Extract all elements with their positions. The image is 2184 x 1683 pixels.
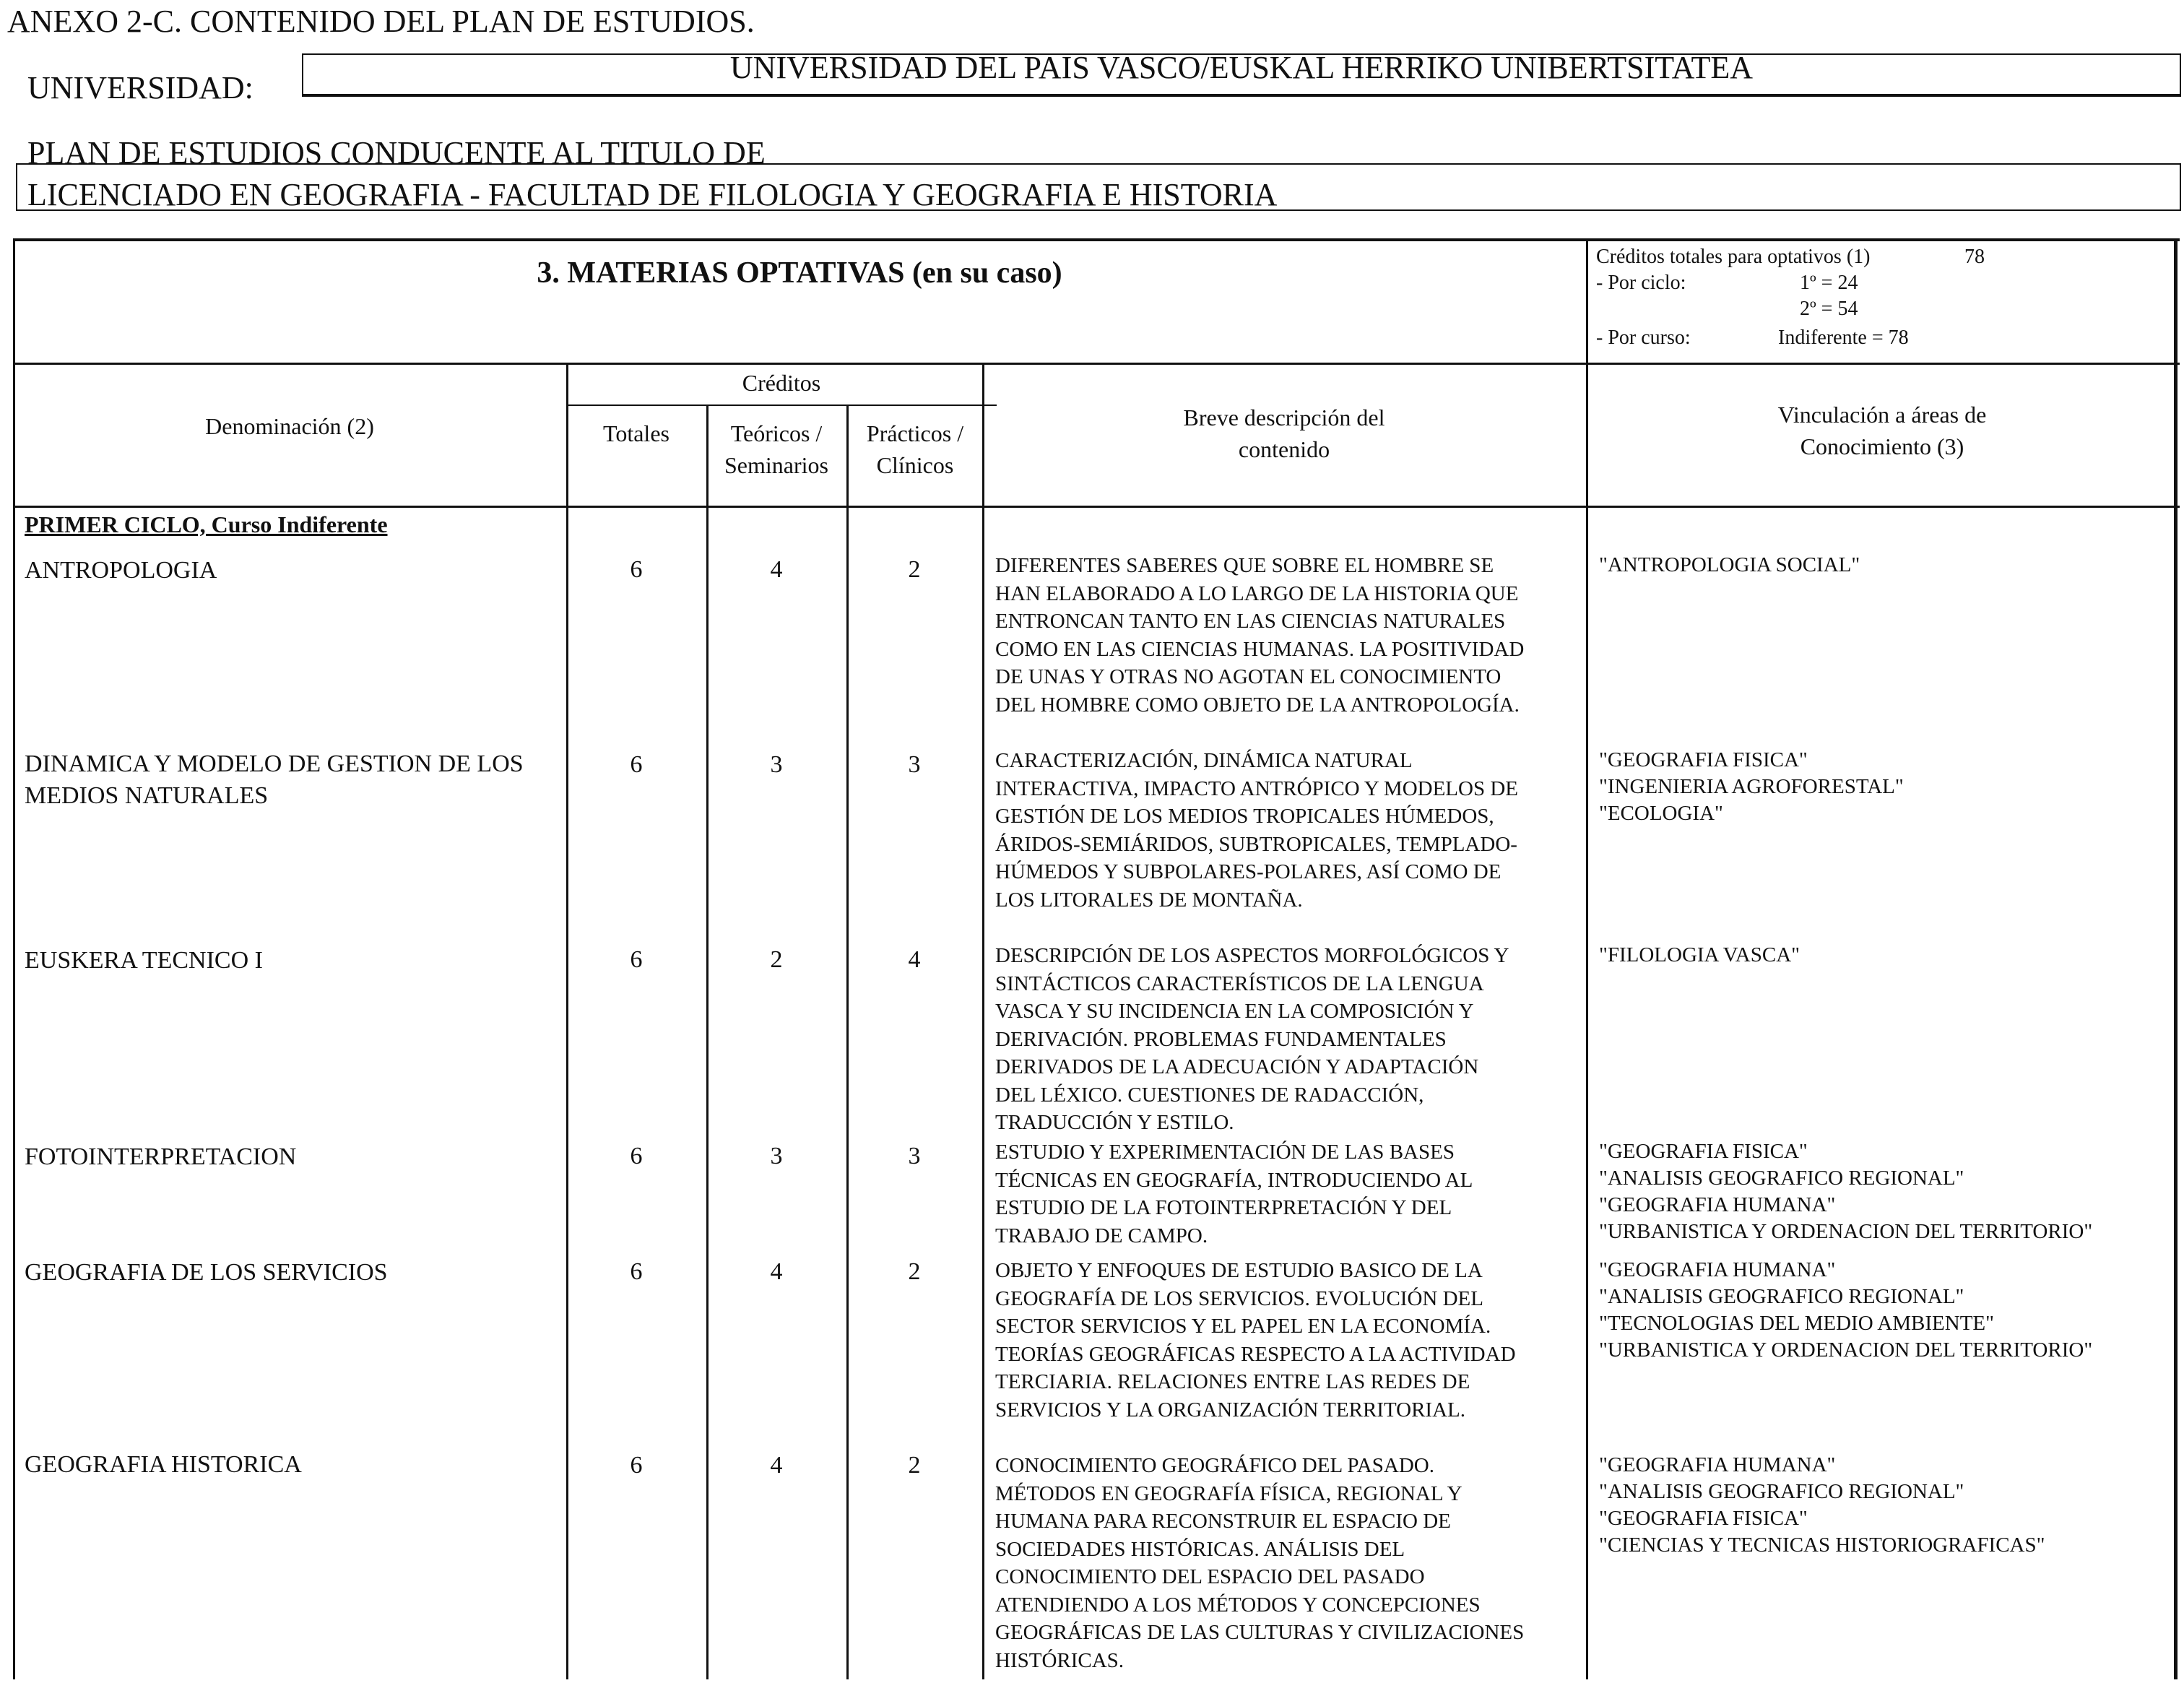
optativas-table	[13, 238, 2180, 1679]
row-teoricos: 4	[770, 1258, 783, 1285]
area-line: "GEOGRAFIA FISICA"	[1599, 748, 1808, 771]
description-line: ESTUDIO Y EXPERIMENTACIÓN DE LAS BASES	[995, 1141, 1455, 1164]
row-areas	[1599, 552, 1860, 579]
column-header-teoricos	[706, 417, 846, 481]
column-header-vinculacion-line2: Conocimiento (3)	[1800, 433, 1964, 459]
row-name	[25, 1141, 296, 1173]
row-practicos: 2	[908, 1258, 921, 1285]
area-line: "GEOGRAFIA HUMANA"	[1599, 1453, 1836, 1476]
row-description	[995, 552, 1524, 719]
row-practicos: 4	[908, 946, 921, 973]
description-line: MÉTODOS EN GEOGRAFÍA FÍSICA, REGIONAL Y	[995, 1481, 1462, 1505]
area-line: "CIENCIAS Y TECNICAS HISTORIOGRAFICAS"	[1599, 1533, 2045, 1557]
row-teoricos: 3	[770, 1143, 783, 1169]
description-line: ENTRONCAN TANTO EN LAS CIENCIAS NATURALES	[995, 610, 1506, 633]
row-name-line: MEDIOS NATURALES	[25, 782, 269, 809]
area-line: "GEOGRAFIA FISICA"	[1599, 1507, 1808, 1530]
column-header-teoricos-line2: Seminarios	[724, 452, 828, 478]
description-line: HAN ELABORADO A LO LARGO DE LA HISTORIA QUE	[995, 581, 1519, 605]
row-areas	[1599, 1138, 2092, 1245]
column-header-vinculacion-line1: Vinculación a áreas de	[1777, 402, 1987, 428]
column-header-practicos-line1: Prácticos /	[866, 420, 964, 446]
university-field	[302, 50, 2181, 97]
credits-course-label: - Por curso:	[1596, 326, 1691, 349]
description-line: CONOCIMIENTO GEOGRÁFICO DEL PASADO.	[995, 1454, 1434, 1477]
column-header-denominacion: Denominación (2)	[205, 413, 374, 439]
credits-course-value: Indiferente = 78	[1778, 326, 1909, 349]
description-line: HÚMEDOS Y SUBPOLARES-POLARES, ASÍ COMO DE	[995, 860, 1502, 883]
description-line: SINTÁCTICOS CARACTERÍSTICOS DE LA LENGUA	[995, 972, 1484, 995]
description-line: DEL HOMBRE COMO OBJETO DE LA ANTROPOLOGÍA.	[995, 693, 1520, 717]
row-description	[995, 1257, 1516, 1424]
description-line: GEOGRAFÍA DE LOS SERVICIOS. EVOLUCIÓN DEL	[995, 1286, 1483, 1310]
credits-cycle-2: 2º = 54	[1800, 298, 1858, 320]
description-line: ATENDIENDO A LOS MÉTODOS Y CONCEPCIONES	[995, 1593, 1481, 1617]
row-totales: 6	[630, 946, 643, 973]
plan-value: LICENCIADO EN GEOGRAFIA - FACULTAD DE FILOLOGIA Y GEOGRAFIA E HISTORIA	[27, 177, 1278, 212]
row-name-line: DINAMICA Y MODELO DE GESTION DE LOS	[25, 750, 524, 777]
area-line: "ECOLOGIA"	[1599, 802, 1723, 825]
row-name	[25, 945, 263, 977]
description-line: TEORÍAS GEOGRÁFICAS RESPECTO A LA ACTIVIDAD	[995, 1342, 1516, 1366]
column-header-descripcion-line1: Breve descripción del	[1183, 404, 1385, 431]
description-line: SECTOR SERVICIOS Y EL PAPEL EN LA ECONOMÍA.	[995, 1315, 1491, 1338]
description-line: HUMANA PARA RECONSTRUIR EL ESPACIO DE	[995, 1510, 1451, 1533]
description-line: CONOCIMIENTO DEL ESPACIO DEL PASADO	[995, 1565, 1425, 1588]
credits-total-value: 78	[1964, 246, 1985, 268]
credits-cycle-label: - Por ciclo:	[1596, 272, 1686, 294]
area-line: "ANTROPOLOGIA SOCIAL"	[1599, 553, 1860, 576]
row-description	[995, 1452, 1524, 1674]
column-header-totales: Totales	[603, 420, 670, 446]
row-totales: 6	[630, 1143, 643, 1169]
row-name-line: GEOGRAFIA DE LOS SERVICIOS	[25, 1259, 388, 1286]
table-title: 3. MATERIAS OPTATIVAS (en su caso)	[537, 256, 1062, 290]
column-header-descripcion-line2: contenido	[1238, 436, 1330, 462]
area-line: "GEOGRAFIA FISICA"	[1599, 1140, 1808, 1163]
row-totales: 6	[630, 1452, 643, 1479]
row-practicos: 3	[908, 751, 921, 778]
description-line: DERIVADOS DE LA ADECUACIÓN Y ADAPTACIÓN	[995, 1055, 1479, 1078]
description-line: TÉCNICAS EN GEOGRAFÍA, INTRODUCIENDO AL	[995, 1168, 1473, 1192]
description-line: TRADUCCIÓN Y ESTILO.	[995, 1111, 1234, 1134]
description-line: DESCRIPCIÓN DE LOS ASPECTOS MORFOLÓGICOS Y	[995, 944, 1509, 967]
row-name	[25, 555, 217, 587]
area-line: "GEOGRAFIA HUMANA"	[1599, 1258, 1836, 1281]
column-header-practicos-line2: Clínicos	[876, 452, 954, 478]
row-areas	[1599, 942, 1800, 969]
row-name-line: GEOGRAFIA HISTORICA	[25, 1451, 302, 1478]
area-line: "ANALISIS GEOGRAFICO REGIONAL"	[1599, 1285, 1964, 1308]
row-teoricos: 2	[770, 946, 783, 973]
row-practicos: 2	[908, 556, 921, 583]
description-line: ÁRIDOS-SEMIÁRIDOS, SUBTROPICALES, TEMPLADO-	[995, 832, 1517, 856]
section-label: PRIMER CICLO, Curso Indiferente	[25, 511, 388, 537]
row-totales: 6	[630, 1258, 643, 1285]
description-line: ESTUDIO DE LA FOTOINTERPRETACIÓN Y DEL	[995, 1196, 1452, 1219]
column-header-practicos	[846, 417, 984, 481]
university-label: UNIVERSIDAD:	[27, 70, 254, 105]
description-line: COMO EN LAS CIENCIAS HUMANAS. LA POSITIVIDAD	[995, 637, 1525, 661]
column-header-vinculacion	[1586, 399, 2178, 462]
area-line: "ANALISIS GEOGRAFICO REGIONAL"	[1599, 1167, 1964, 1190]
description-line: HISTÓRICAS.	[995, 1648, 1124, 1672]
row-totales: 6	[630, 556, 643, 583]
description-line: DERIVACIÓN. PROBLEMAS FUNDAMENTALES	[995, 1027, 1447, 1051]
row-name-line: ANTROPOLOGIA	[25, 557, 217, 584]
row-description	[995, 747, 1518, 914]
row-name-line: EUSKERA TECNICO I	[25, 947, 263, 974]
row-teoricos: 4	[770, 1452, 783, 1479]
row-areas	[1599, 747, 1904, 827]
description-line: SERVICIOS Y LA ORGANIZACIÓN TERRITORIAL.	[995, 1398, 1465, 1422]
university-value: UNIVERSIDAD DEL PAIS VASCO/EUSKAL HERRIKO UNIBERTSITATEA	[729, 50, 1754, 85]
row-teoricos: 3	[770, 751, 783, 778]
description-line: SOCIEDADES HISTÓRICAS. ANÁLISIS DEL	[995, 1537, 1405, 1561]
area-line: "URBANISTICA Y ORDENACION DEL TERRITORIO"	[1599, 1220, 2093, 1243]
credits-cycle-1: 1º = 24	[1800, 272, 1858, 294]
description-line: DIFERENTES SABERES QUE SOBRE EL HOMBRE SE	[995, 554, 1494, 577]
row-description	[995, 942, 1509, 1137]
row-areas	[1599, 1452, 2045, 1559]
row-totales: 6	[630, 751, 643, 778]
row-name	[25, 1449, 302, 1481]
plan-field	[16, 163, 2181, 211]
description-line: GESTIÓN DE LOS MEDIOS TROPICALES HÚMEDOS,	[995, 805, 1494, 828]
description-line: TERCIARIA. RELACIONES ENTRE LAS REDES DE	[995, 1370, 1470, 1393]
description-line: CARACTERIZACIÓN, DINÁMICA NATURAL	[995, 749, 1413, 772]
area-line: "FILOLOGIA VASCA"	[1599, 943, 1800, 966]
area-line: "GEOGRAFIA HUMANA"	[1599, 1193, 1836, 1216]
area-line: "ANALISIS GEOGRAFICO REGIONAL"	[1599, 1480, 1964, 1503]
description-line: DEL LÉXICO. CUESTIONES DE RADACCIÓN,	[995, 1083, 1424, 1107]
annex-title: ANEXO 2-C. CONTENIDO DEL PLAN DE ESTUDIOS.	[7, 4, 755, 39]
area-line: "URBANISTICA Y ORDENACION DEL TERRITORIO"	[1599, 1338, 2093, 1362]
description-line: GEOGRÁFICAS DE LAS CULTURAS Y CIVILIZACIONES	[995, 1621, 1525, 1644]
area-line: "INGENIERIA AGROFORESTAL"	[1599, 775, 1904, 798]
description-line: LOS LITORALES DE MONTAÑA.	[995, 888, 1303, 912]
description-line: VASCA Y SU INCIDENCIA EN LA COMPOSICIÓN Y	[995, 1000, 1474, 1023]
description-line: OBJETO Y ENFOQUES DE ESTUDIO BASICO DE LA	[995, 1259, 1483, 1282]
row-practicos: 2	[908, 1452, 921, 1479]
row-teoricos: 4	[770, 556, 783, 583]
description-line: INTERACTIVA, IMPACTO ANTRÓPICO Y MODELOS DE	[995, 776, 1518, 800]
plan-label: PLAN DE ESTUDIOS CONDUCENTE AL TITULO DE	[27, 135, 766, 170]
column-header-teoricos-line1: Teóricos /	[730, 420, 823, 446]
row-name	[25, 748, 524, 812]
column-header-creditos: Créditos	[742, 370, 821, 396]
row-name-line: FOTOINTERPRETACION	[25, 1143, 297, 1170]
description-line: DE UNAS Y OTRAS NO AGOTAN EL CONOCIMIENTO	[995, 665, 1502, 688]
description-line: TRABAJO DE CAMPO.	[995, 1224, 1208, 1247]
row-name	[25, 1257, 388, 1289]
row-practicos: 3	[908, 1143, 921, 1169]
column-header-descripcion	[982, 402, 1586, 465]
area-line: "TECNOLOGIAS DEL MEDIO AMBIENTE"	[1599, 1312, 1994, 1335]
row-description	[995, 1138, 1473, 1250]
credits-total-label: Créditos totales para optativos (1)	[1596, 246, 1871, 268]
row-areas	[1599, 1257, 2092, 1364]
